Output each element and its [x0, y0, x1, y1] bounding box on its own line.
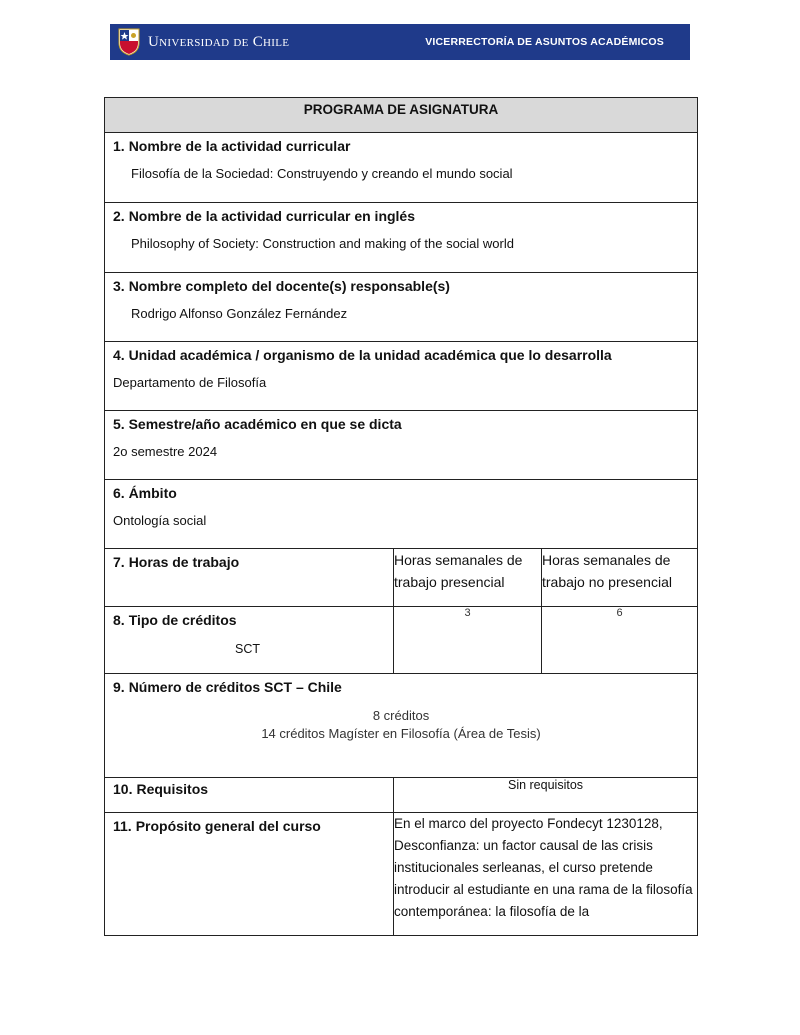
university-logo [118, 28, 289, 56]
hours-no-presencial-header: Horas semanales de trabajo no presencial [542, 549, 698, 607]
section-title: Nombre completo del docente(s) responsable(s) [128, 278, 450, 294]
credit-type: SCT [235, 642, 260, 656]
academic-unit: Departamento de Filosofía [113, 375, 267, 390]
program-table [104, 97, 698, 936]
section-number: 11. [113, 818, 132, 834]
section-number: 8. [113, 612, 125, 628]
course-name-english: Philosophy of Society: Construction and making of the social world [131, 236, 514, 251]
section-title: Nombre de la actividad curricular [128, 138, 351, 154]
course-name: Filosofía de la Sociedad: Construyendo y creando el mundo social [131, 166, 513, 181]
section-number: 9. [113, 679, 125, 695]
credits-line-2: 14 créditos Magíster en Filosofía (Área de Tesis) [261, 726, 541, 741]
section-title: Nombre de la actividad curricular en inglés [128, 208, 416, 224]
department-name: VICERRECTORÍA DE ASUNTOS ACADÉMICOS [425, 36, 664, 48]
section-4 [105, 342, 698, 411]
section-title: Tipo de créditos [128, 612, 237, 628]
credits-line-1: 8 créditos [372, 708, 430, 723]
university-crest-icon [118, 28, 140, 56]
section-3 [105, 273, 698, 342]
section-title: Propósito general del curso [135, 818, 321, 834]
hours-presencial-value: 3 [394, 607, 542, 674]
section-5 [105, 411, 698, 480]
section-number: 3. [113, 278, 125, 294]
section-10-label [105, 778, 394, 813]
semester: 2o semestre 2024 [113, 444, 218, 459]
section-number: 1. [113, 138, 125, 154]
section-11-label [105, 813, 394, 936]
instructor-name: Rodrigo Alfonso González Fernández [131, 306, 348, 321]
section-title: 4. Unidad académica / organismo de la unidad académica que lo desarrolla [113, 347, 612, 363]
scope: Ontología social [113, 513, 207, 528]
hours-no-presencial-value: 6 [542, 607, 698, 674]
university-name: Universidad de Chile [148, 33, 290, 50]
header-banner [110, 24, 690, 60]
section-number: 7. [113, 554, 125, 570]
section-title: 6. Ámbito [113, 485, 177, 501]
section-number: 10. [113, 781, 133, 797]
program-title: PROGRAMA DE ASIGNATURA [105, 98, 698, 133]
section-7-label [105, 549, 394, 607]
requirements-value: Sin requisitos [394, 778, 698, 813]
section-2 [105, 203, 698, 273]
section-title: Horas de trabajo [128, 554, 240, 570]
section-9 [105, 674, 698, 778]
section-number: 2. [113, 208, 125, 224]
section-6 [105, 480, 698, 549]
section-8-label [105, 607, 394, 674]
section-1 [105, 133, 698, 203]
hours-presencial-header: Horas semanales de trabajo presencial [394, 549, 542, 607]
section-title: Número de créditos SCT – Chile [128, 679, 342, 695]
section-title: Requisitos [136, 781, 209, 797]
course-purpose: En el marco del proyecto Fondecyt 1230128, Desconfianza: un factor causal de las crisis institucionales serleanas, el curso pretende introducir al estudiante en una rama de la filosofía contemporánea: la filosofía de la [394, 813, 698, 936]
section-title: 5. Semestre/año académico en que se dicta [113, 416, 402, 432]
